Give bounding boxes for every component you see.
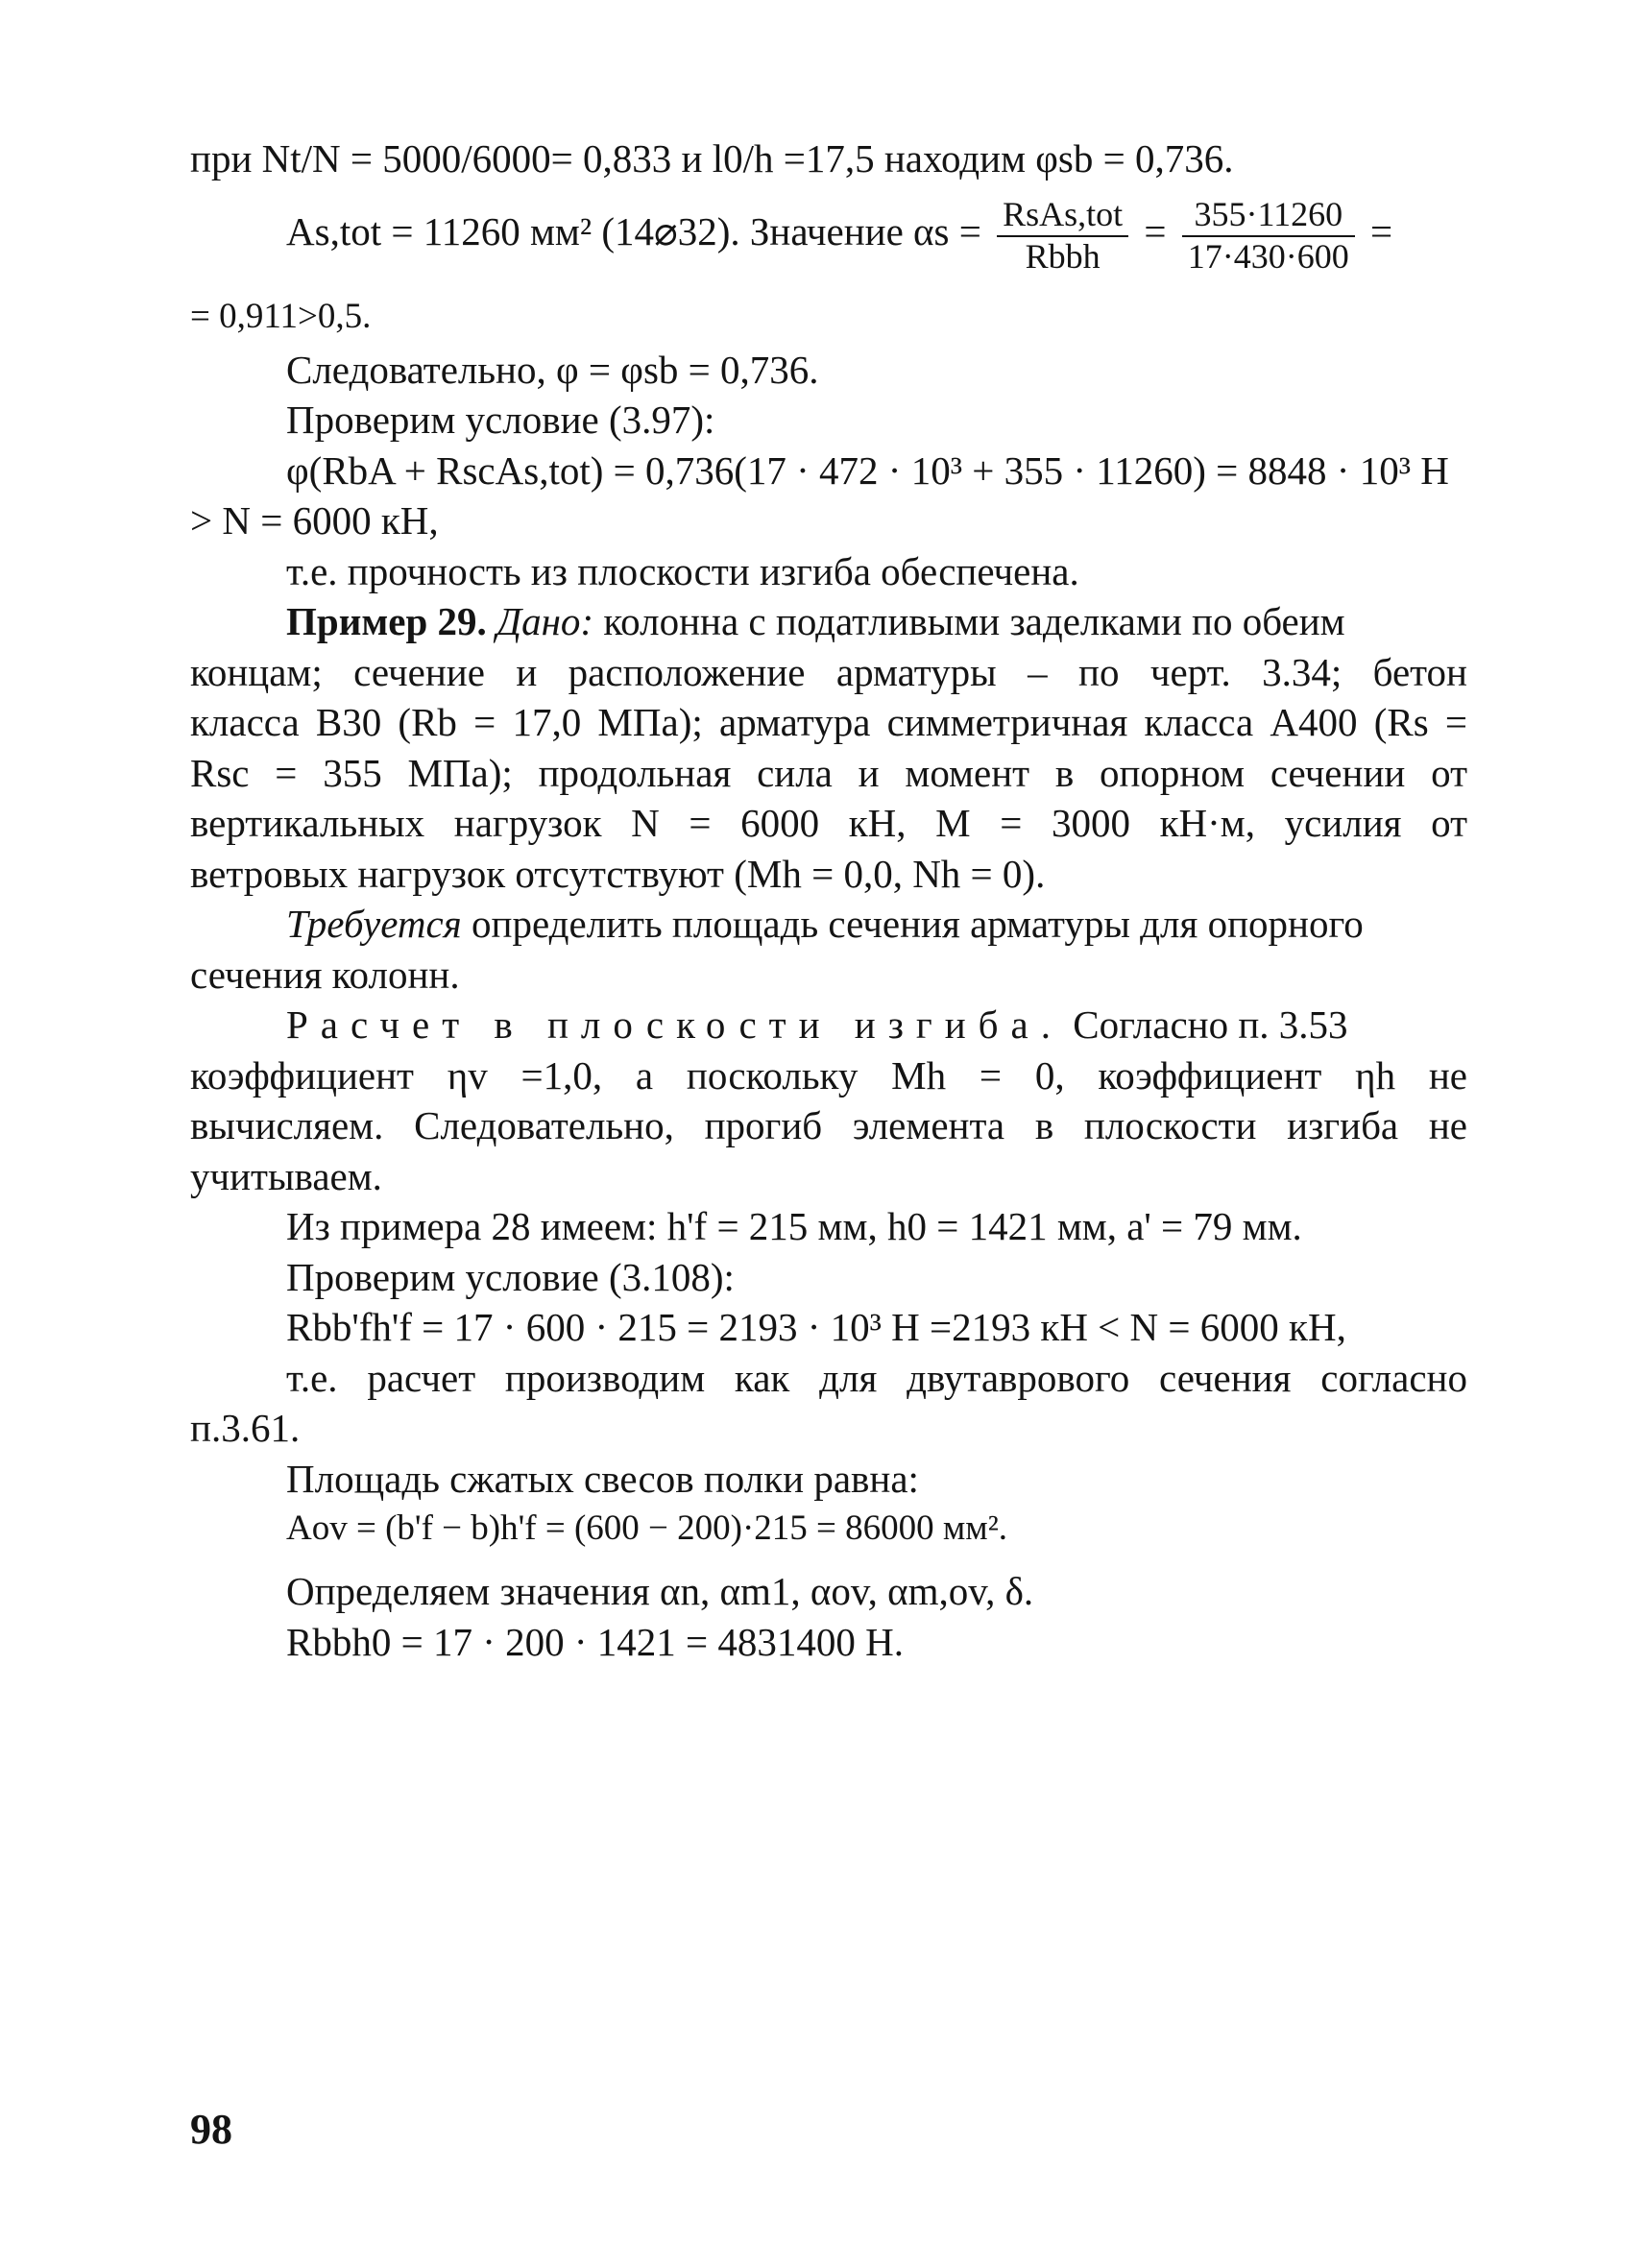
flange-area-formula: Aov = (b'f − b)h'f = (600 − 200)·215 = 86000 мм². — [286, 1508, 1008, 1548]
example-title: Пример 29. — [286, 599, 487, 643]
define-values: Определяем значения αn, αm1, αov, αm,ov, δ. — [286, 1569, 1034, 1613]
text-te-1: т.е. расчет производим как для двутаврового сечения согласно — [286, 1356, 1467, 1400]
check-condition: Проверим условие (3.108): — [286, 1255, 735, 1299]
alpha-s-denominator: Rbbh — [1025, 236, 1101, 276]
formula-3-108: Rbb'fh'f = 17 · 600 · 215 = 2193 · 10³ Н =2193 кН < N = 6000 кН, — [286, 1305, 1346, 1349]
text-line-2 — [286, 197, 1563, 276]
example-heading-line — [286, 597, 1467, 645]
text-line-8: т.е. прочность из плоскости изгиба обеспечена. — [286, 549, 1079, 593]
text-te-2: п.3.61. — [190, 1406, 301, 1450]
final-formula: Rbbh0 = 17 · 200 · 1421 = 4831400 Н. — [286, 1620, 905, 1664]
calculation-heading: Расчет в плоскости изгиба. — [286, 1002, 1063, 1047]
text-line-5: Проверим условие (3.97): — [286, 398, 715, 442]
text-line-1: при Nt/N = 5000/6000= 0,833 и l0/h =17,5 находим φsb = 0,736. — [190, 136, 1234, 181]
example-text-1: колонна с податливыми заделками по обеим — [603, 599, 1345, 643]
calculation-heading-line — [286, 1001, 1563, 1049]
calculation-text-1: Согласно п. 3.53 — [1073, 1002, 1348, 1047]
required-label: Требуется — [286, 902, 462, 946]
requirement-line — [286, 900, 1563, 948]
example-text-4: Rsc = 355 МПа); продольная сила и момент в опорном сечении от — [190, 751, 1467, 795]
calculation-text-4: учитываем. — [190, 1154, 382, 1198]
given-label: Дано: — [496, 599, 594, 643]
calculation-text-3: вычисляем. Следовательно, прогиб элемента в плоскости изгиба не — [190, 1103, 1467, 1147]
from-example-28: Из примера 28 имеем: h'f = 215 мм, h0 = 1421 мм, a' = 79 мм. — [286, 1204, 1302, 1248]
formula-3-97: φ(RbA + RscAs,tot) = 0,736(17 · 472 · 10³ + 355 · 11260) = 8848 · 10³ Н — [286, 448, 1449, 493]
calculation-text-2: коэффициент ηv =1,0, а поскольку Mh = 0, коэффициент ηh не — [190, 1053, 1467, 1098]
numeric-fraction — [1182, 197, 1355, 276]
text-line-7: > N = 6000 кН, — [190, 498, 439, 543]
example-text-3: класса В30 (Rb = 17,0 МПа); арматура симметричная класса А400 (Rs = — [190, 700, 1467, 744]
page-number: 98 — [190, 2106, 232, 2153]
text-line-4: Следовательно, φ = φsb = 0,736. — [286, 348, 819, 392]
numeric-numerator: 355·11260 — [1182, 197, 1355, 237]
alpha-s-fraction — [997, 197, 1128, 276]
equals-sign-end: = — [1370, 209, 1393, 254]
text-line-3: = 0,911>0,5. — [190, 297, 372, 336]
requirement-text-2: сечения колонн. — [190, 953, 460, 997]
as-tot-value: As,tot = 11260 мм² (14⌀32). Значение αs = — [286, 209, 981, 254]
example-text-6: ветровых нагрузок отсутствуют (Mh = 0,0, Nh = 0). — [190, 852, 1046, 896]
equals-sign: = — [1144, 209, 1167, 254]
requirement-text: определить площадь сечения арматуры для опорного — [472, 902, 1364, 946]
numeric-denominator: 17·430·600 — [1187, 236, 1349, 276]
alpha-s-numerator: RsAs,tot — [997, 197, 1128, 237]
example-text-2: концам; сечение и расположение арматуры – по черт. 3.34; бетон — [190, 650, 1467, 694]
flange-area-text: Площадь сжатых свесов полки равна: — [286, 1457, 919, 1501]
example-text-5: вертикальных нагрузок N = 6000 кН, M = 3000 кН·м, усилия от — [190, 801, 1467, 845]
